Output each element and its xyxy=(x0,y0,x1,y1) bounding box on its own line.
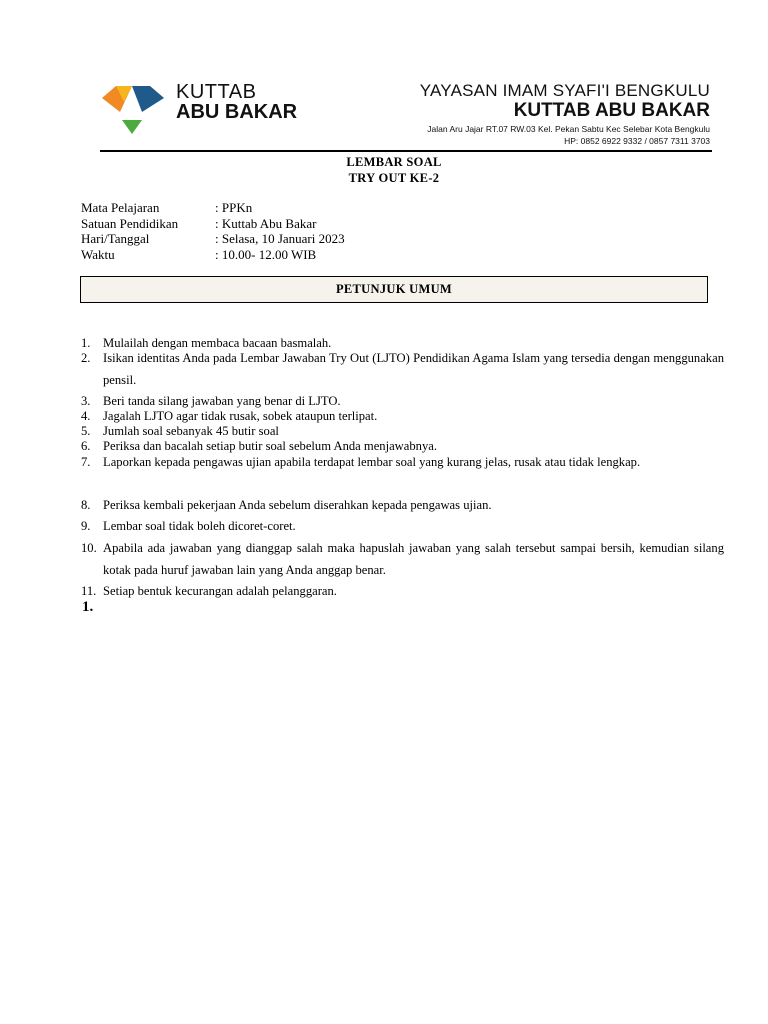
detail-row xyxy=(81,247,345,263)
page-subtitle: TRY OUT KE-2 xyxy=(348,171,440,185)
instruction-number: 6. xyxy=(81,439,91,453)
section-title: PETUNJUK UMUM xyxy=(335,282,453,296)
page-title: LEMBAR SOAL xyxy=(346,155,442,169)
instruction-number: 2. xyxy=(81,351,91,365)
detail-row xyxy=(81,231,345,247)
logo-line-1: KUTTAB xyxy=(176,81,257,103)
detail-value: : Kuttab Abu Bakar xyxy=(215,215,317,231)
instruction-number: 9. xyxy=(81,519,91,533)
instruction-text: Periksa kembali pekerjaan Anda sebelum diserahkan kepada pengawas ujian. xyxy=(103,498,492,512)
detail-label: Hari/Tanggal xyxy=(81,231,150,246)
logo-line-2: ABU BAKAR xyxy=(176,101,298,123)
detail-label: Satuan Pendidikan xyxy=(81,215,179,231)
instruction-text: Jumlah soal sebanyak 45 butir soal xyxy=(103,424,279,438)
instruction-number: 1. xyxy=(81,336,91,350)
question-number: 1. xyxy=(82,599,94,615)
detail-label: Waktu xyxy=(81,246,115,262)
detail-row xyxy=(81,216,345,232)
instruction-text: Laporkan kepada pengawas ujian apabila terdapat lembar soal yang kurang jelas, rusak atau tidak lengkap. xyxy=(103,455,641,469)
instruction-number: 4. xyxy=(81,409,91,423)
school-address: Jalan Aru Jajar RT.07 RW.03 Kel. Pekan Sabtu Kec Selebar Kota Bengkulu xyxy=(427,124,710,134)
instruction-number: 3. xyxy=(81,394,91,408)
instruction-number: 7. xyxy=(81,455,91,469)
instruction-text: Isikan identitas Anda pada Lembar Jawaban Try Out (LJTO) Pendidikan Agama Islam yang tersedia dengan menggunakan pensil. xyxy=(103,351,724,387)
detail-label: Mata Pelajaran xyxy=(81,200,160,215)
instruction-text: Jagalah LJTO agar tidak rusak, sobek ataupun terlipat. xyxy=(103,409,378,423)
logo-wordmark xyxy=(176,82,297,122)
instruction-number: 10. xyxy=(81,541,97,555)
detail-value: : 10.00- 12.00 WIB xyxy=(215,246,317,262)
foundation-name: YAYASAN IMAM SYAFI'I BENGKULU xyxy=(419,81,710,100)
instruction-text: Lembar soal tidak boleh dicoret-coret. xyxy=(103,519,296,533)
kuttab-logo-icon xyxy=(102,84,164,134)
school-phone: HP: 0852 6922 9332 / 0857 7311 3703 xyxy=(564,135,710,146)
exam-details xyxy=(81,200,345,262)
organization-block xyxy=(420,82,710,145)
header-divider xyxy=(100,150,712,152)
instruction-text: Periksa dan bacalah setiap butir soal sebelum Anda menjawabnya. xyxy=(103,439,437,453)
detail-value: : PPKn xyxy=(215,200,253,215)
instruction-text: Apabila ada jawaban yang dianggap salah maka hapuslah jawaban yang salah tersebut sampai bersih, kemudian silang kotak pada huruf jawaban lain yang Anda anggap benar. xyxy=(103,541,724,577)
section-header-box xyxy=(80,276,708,303)
instruction-number: 5. xyxy=(81,424,91,438)
instruction-text: Beri tanda silang jawaban yang benar di LJTO. xyxy=(103,394,341,408)
instruction-text: Setiap bentuk kecurangan adalah pelanggaran. xyxy=(103,584,337,598)
detail-row xyxy=(81,200,345,216)
detail-value: : Selasa, 10 Januari 2023 xyxy=(215,231,345,246)
instruction-number: 11. xyxy=(81,584,97,598)
instruction-number: 8. xyxy=(81,498,91,512)
school-name: KUTTAB ABU BAKAR xyxy=(513,100,710,121)
instruction-text: Mulailah dengan membaca bacaan basmalah. xyxy=(103,336,332,350)
